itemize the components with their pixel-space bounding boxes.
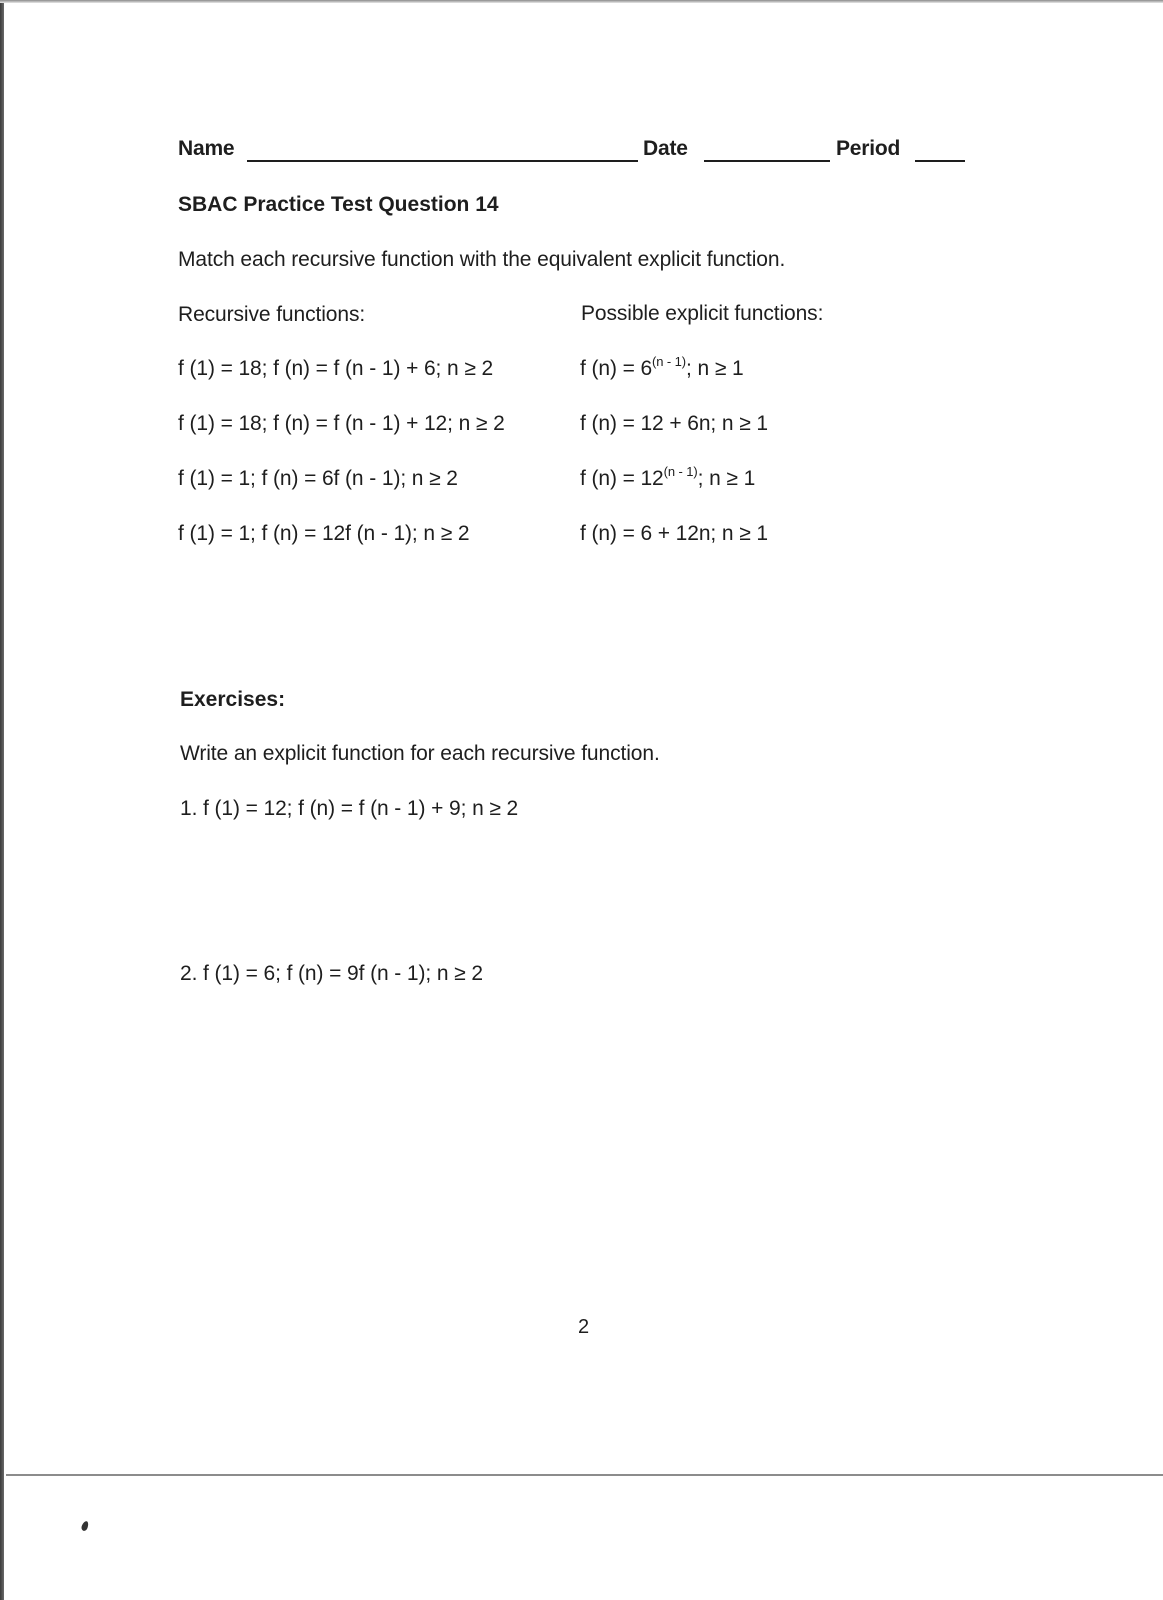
- explicit-column-header: Possible explicit functions:: [581, 302, 824, 325]
- date-field-line[interactable]: [704, 160, 830, 162]
- recursive-function-1: f (1) = 18; f (n) = f (n - 1) + 6; n ≥ 2: [178, 357, 494, 380]
- explicit-function-4-text: f (n) = 6 + 12n; n ≥ 1: [580, 522, 768, 545]
- scan-rule-bottom: [6, 1474, 1163, 1476]
- exercise-item-1: 1. f (1) = 12; f (n) = f (n - 1) + 9; n ≥ 2: [180, 797, 519, 820]
- instruction-text: Match each recursive function with the equivalent explicit function.: [178, 248, 786, 271]
- explicit-function-1-domain: ; n ≥ 1: [686, 357, 744, 380]
- explicit-function-3: [580, 464, 756, 491]
- date-label: Date: [643, 137, 688, 160]
- explicit-function-2-text: f (n) = 12 + 6n; n ≥ 1: [580, 412, 768, 435]
- explicit-function-4: [580, 522, 768, 546]
- explicit-function-1-base: f (n) = 6: [580, 357, 653, 380]
- explicit-function-1: [580, 354, 744, 381]
- worksheet-title: SBAC Practice Test Question 14: [178, 193, 499, 216]
- recursive-function-3: f (1) = 1; f (n) = 6f (n - 1); n ≥ 2: [178, 467, 458, 490]
- exercises-prompt: Write an explicit function for each recursive function.: [180, 742, 660, 765]
- exercises-heading: Exercises:: [180, 688, 286, 711]
- name-field-line[interactable]: [247, 160, 638, 162]
- period-field-line[interactable]: [915, 160, 965, 162]
- scan-border-top: [0, 0, 1163, 3]
- recursive-function-2: f (1) = 18; f (n) = f (n - 1) + 12; n ≥ 2: [178, 412, 505, 435]
- scan-border-left: [0, 0, 4, 1600]
- period-label: Period: [836, 137, 901, 160]
- exercise-item-2: 2. f (1) = 6; f (n) = 9f (n - 1); n ≥ 2: [180, 962, 483, 985]
- ink-speck: [80, 1520, 89, 1531]
- recursive-column-header: Recursive functions:: [178, 303, 366, 326]
- name-label: Name: [178, 137, 235, 160]
- explicit-function-1-exponent: (n - 1): [652, 354, 687, 369]
- recursive-function-4: f (1) = 1; f (n) = 12f (n - 1); n ≥ 2: [178, 522, 470, 545]
- page-number: 2: [578, 1316, 590, 1338]
- explicit-function-3-domain: ; n ≥ 1: [697, 467, 756, 490]
- explicit-function-3-base: f (n) = 12: [580, 467, 664, 490]
- explicit-function-2: [580, 412, 768, 436]
- explicit-function-3-exponent: (n - 1): [663, 464, 698, 479]
